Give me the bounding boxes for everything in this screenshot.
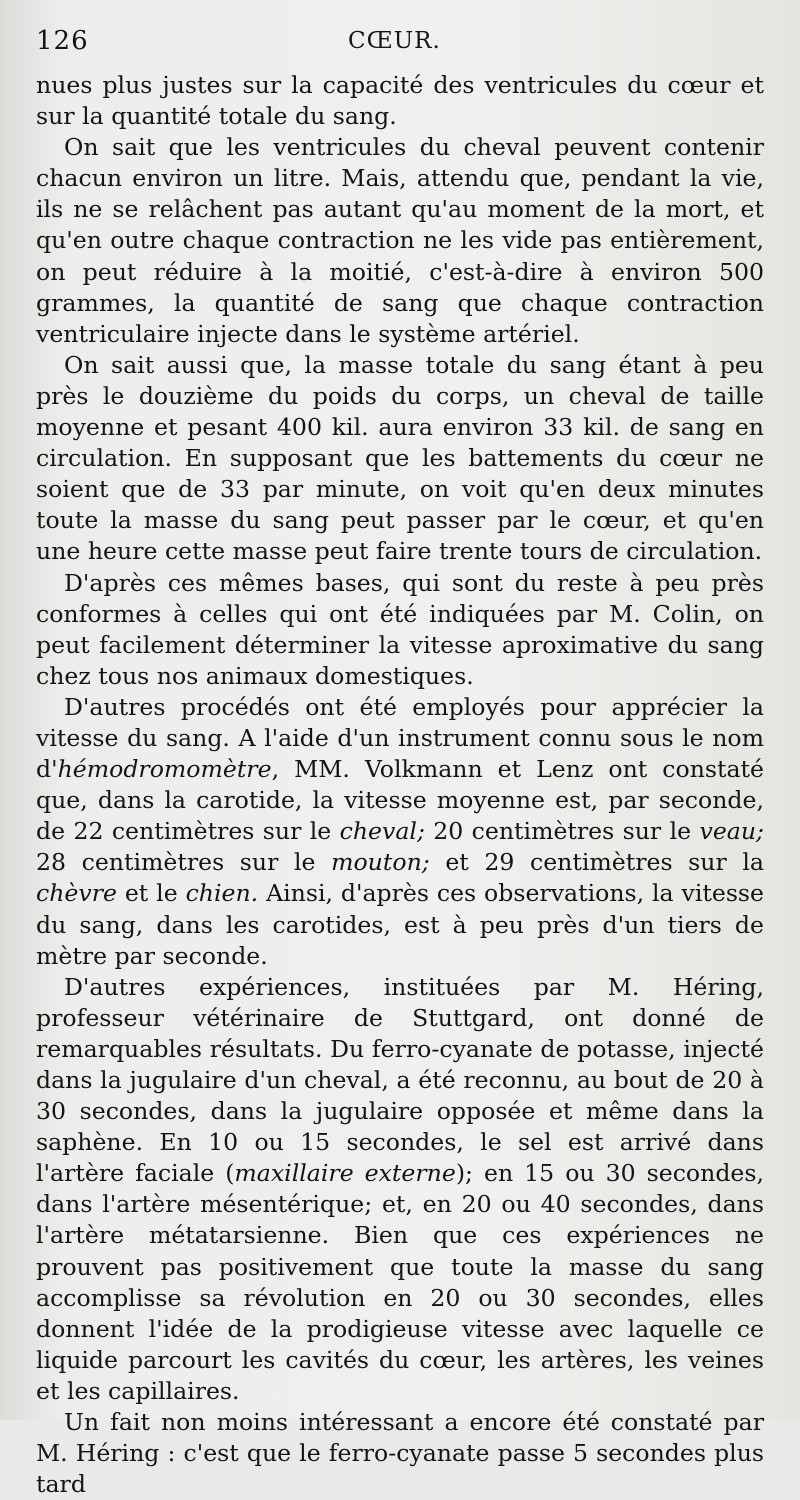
text-run: On sait aussi que, la masse totale du sang étant à peu près le douzième du poids du corps, un cheval de taille moyenne et pesant 400 kil. aura environ 33 kil. de sang en circulation. En supposant que les battements du cœur ne soient que de 33 par minute, on voit qu'en deux minutes toute la masse du sang peut passer par le cœur, et qu'en une heure cette masse peut faire trente tours de circulation.	[36, 350, 764, 566]
text-run: Ainsi, d'après ces observations, la vitesse du sang, dans les carotides, est à peu près d'un tiers de mètre par seconde.	[36, 879, 765, 970]
text-run: On sait que les ventricules du cheval peuvent contenir chacun environ un litre. Mais, attendu que, pendant la vie, ils ne se relâchent pas autant qu'au moment de la mort, et qu'en outre chaque contraction ne les vide pas entièrement, on peut réduire à la moitié, c'est-à-dire à environ 500 grammes, la quantité de sang que chaque contraction ventriculaire injecte dans le système artériel.	[36, 133, 764, 348]
paragraph	[36, 972, 764, 1407]
text-run: et 29 centimètres sur la	[429, 848, 764, 877]
italic-text: mouton;	[331, 848, 430, 877]
text-run: ); en 15 ou 30 secondes, dans l'artère mésentérique; et, en 20 ou 40 secondes, dans l'artère métatarsienne. Bien que ces expériences ne prouvent pas positivement que toute la masse du sang accomplisse sa révolution en 20 ou 30 secondes, elles donnent l'idée de la prodigieuse vitesse avec laquelle ce liquide parcourt les cavités du cœur, les artères, les veines et les capillaires.	[36, 1159, 764, 1405]
paragraph	[36, 350, 764, 568]
text-run: D'autres procédés ont été employés pour apprécier la vitesse du sang. A l'aide d'un instrument connu sous le nom d'	[36, 692, 764, 784]
italic-text: chien.	[185, 879, 259, 908]
running-title: CŒUR.	[348, 28, 441, 54]
text-run: 20 centimètres sur le	[424, 817, 700, 846]
text-run: D'autres expériences, instituées par M. Héring, professeur vétérinaire de Stuttgard, ont donné de remarquables résultats. Du ferro-cyanate de potasse, injecté dans la jugulaire d'un cheval, a été reconnu, au bout de 20 à 30 secondes, dans la jugulaire opposée et même dans la saphène. En 10 ou 15 secondes, le sel est arrivé dans l'artère faciale (	[36, 972, 764, 1188]
paragraph	[36, 568, 764, 692]
text-run: nues plus justes sur la capacité des ventricules du cœur et sur la quantité totale du sang.	[36, 71, 764, 131]
italic-text: maxillaire externe	[234, 1159, 456, 1188]
page-number: 126	[36, 26, 89, 56]
page-header	[36, 24, 764, 70]
italic-text: veau;	[699, 817, 764, 846]
paragraph	[36, 1407, 764, 1500]
text-run: Un fait non moins intéressant a encore été constaté par M. Héring : c'est que le ferro-cyanate passe 5 secondes plus tard	[36, 1408, 764, 1499]
text-run: 28 centimètres sur le	[36, 848, 332, 877]
text-run: et le	[116, 879, 186, 908]
text-run: , MM. Volkmann et Lenz ont constaté que, dans la carotide, la vitesse moyenne est, par seconde, de 22 centimètres sur le	[36, 755, 764, 846]
paragraph	[36, 692, 764, 972]
paragraph	[36, 132, 764, 350]
italic-text: cheval;	[339, 817, 425, 846]
text-run: D'après ces mêmes bases, qui sont du reste à peu près conformes à celles qui ont été indiquées par M. Colin, on peut facilement déterminer la vitesse aproximative du sang chez tous nos animaux domestiques.	[36, 568, 764, 690]
body-text	[36, 70, 764, 1500]
paragraph	[36, 70, 764, 132]
italic-text: hémodromomètre	[57, 755, 272, 784]
italic-text: chèvre	[36, 879, 117, 908]
